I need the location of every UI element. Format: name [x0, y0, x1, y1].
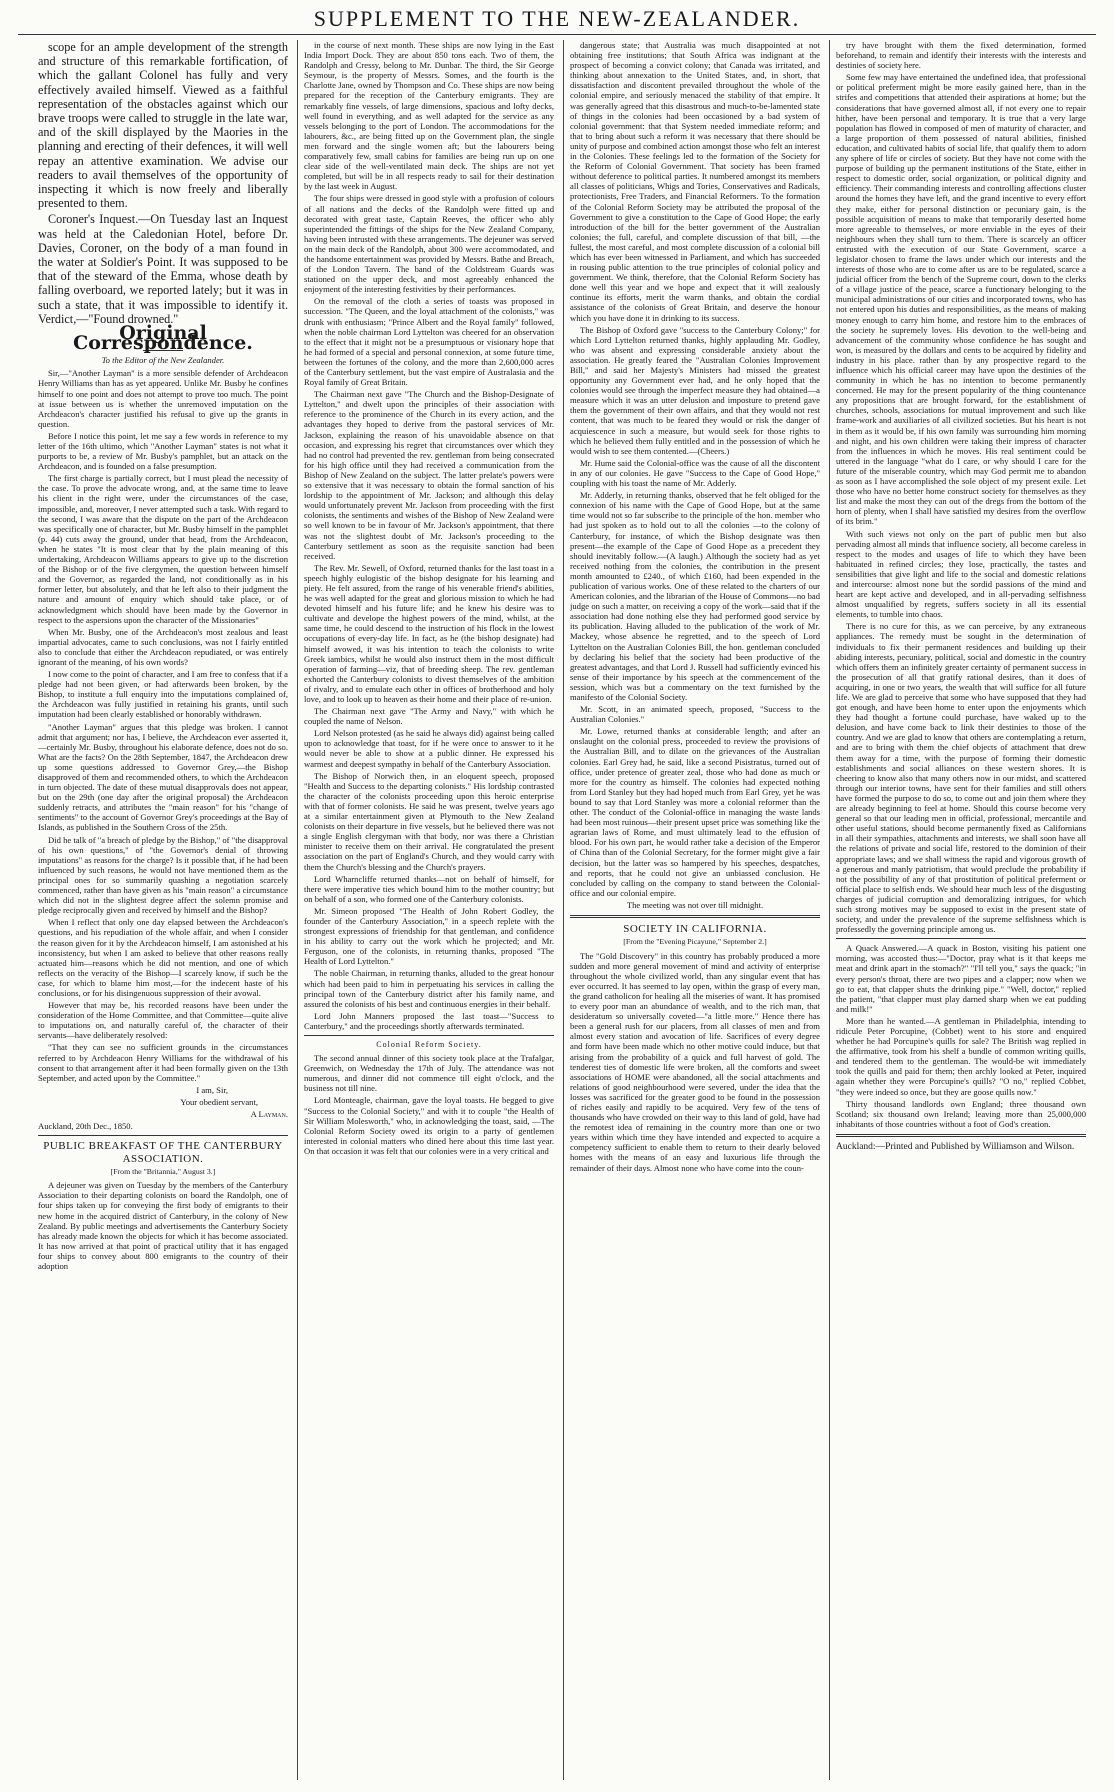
intro-articles	[38, 40, 288, 326]
article-paragraph: On the removal of the cloth a series of toasts was proposed in succession. "The Queen, and the loyal attachment of the colonists," was drunk with enthusiasm; "Prince Albert and the Royal family" followed, when the noble chairman Lord Lyttelton was cheered for an observation to the effect that it might not be a presumptuous or visionary hope that he had formed of a special and personal connexion, at some future time, between the fortunes of the colony, and the more than 2,600,000 acres of the Canterbury settlement, but the vast empire of Australasia and the Royal family of Great Britain.	[304, 296, 554, 388]
letter-paragraph: When Mr. Busby, one of the Archdeacon's most zealous and least impartial advocates, came to such conclusions, was not I fairly entitled also to conclude that either the Archdeacon repudiated, or was entirely ignorant of the meaning, of his own words?	[38, 626, 288, 667]
letter-paragraph: The first charge is partially correct, but I must plead the necessity of the case. To prove the advocate wrong, and, at the same time to leave his client in the right were, under the circumstances of the case, impossible, and, moreover, I never attempted such a task. With regard to the second, I was aware that the dispute on the part of the Archdeacon was specifically one of character, but Mr. Busby himself in the pamphlet (p. 44) cuts away the ground, under that head, from the Archdeacon, when he states "It is most clear that by the plain meaning of this undertaking, Archdeacon Williams appears to give up to the discretion of the Bishop or of the five clergymen, the question between himself and the Governor, as regarded the land, not conditionally as in his former letter, but absolutely, and that he left also to their judgment the nature and amount of enquiry which should take place, or of acknowledgment which should have been made by the Governor in respect to the aspersions upon the character of the Missionaries"	[38, 473, 288, 625]
article-paragraph: Mr. Adderly, in returning thanks, observed that he felt obliged for the connexion of his name with the Cape of Good Hope, but at the same time would not so far subscribe to the principle of the hon. member who had just spoken as to hold out to all the colonies —to the colony of Canterbury, for instance, of which the Bishop designate was then present—the example of the Cape of Good Hope as a precedent they should inevitably follow.—(A laugh.) Although the society had as yet received nothing from the colonies, the contribution in the present month amounted to £240., of which £160, had been expended in the publication of various works. One of these related to the charters of our American colonies, and the librarian of the House of Commons—no bad judge on such a matter, on receiving a copy of the work—said that if the association had done nothing else they had performed good service by its publication. Having alluded to the publication of the work of Mr. Mackey, whose absence he regretted, and to the speech of Lord Lyttelton on the Australian Colonies Bill, the hon. gentleman concluded by declaring his belief that the society had been productive of the greatest advantages, and that Lord J. Russell had sufficiently evinced his sense of their importance by his speech at the commencement of the session, which was but a commentary on the text furnished by the manifesto of the Colonial Society.	[570, 490, 820, 702]
article-paragraph: dangerous state; that Australia was much disappointed at not obtaining free institutions; that South Africa was indignant at the prospect of becoming a convict colony; that Canada was irritated, and thinking about annexation to the United States, and, in short, that dissatisfaction and discontent prevailed throughout the whole of the colonial empire, and seriously menaced the stability of that empire. It was generally agreed that this disastrous and much-to-be-lamented state of things in the colonies had been occasioned by a bad system of colonial government: that that System needed immediate reform; and that to bring about such a reform it was necessary that there should be unity of purpose and combined action amongst those who felt an interest in the Colonies. These feelings led to the formation of the Society for the Reform of Colonial Government. That society has been framed without deference to political parties. It numbered amongst its members all classes of politicians, Whigs and Tories, Conservatives and Radicals, protectionists, Free Traders, and Financial Reformers. To the formation of the Colonial Reform Society may be attributed the proposal of the Government to give a constitution to the Cape of Good Hope; the early introduction of the bill for the better government of the Australian colonies; the full, careful, and complete discussion of that bill, —the fullest, the most careful, and most complete discussion of a colonial bill which has ever been witnessed in Parliament, and which has succeeded in rousing public attention to the true principles of colonial policy and government. We think, therefore, that the Colonial Reform Society has done well this year and we hope and expect that it will zealously continue its efforts, merit the warm thanks, and obtain the cordial assistance of the colonists of Great Britain, and deserve the honour which you have done it in drinking to its success.	[570, 40, 820, 323]
article-paragraph: The four ships were dressed in good style with a profusion of colours of all nations and the decks of the Randolph were fitted up and decorated with great taste, Captain Reeves, the officer who ably superintended the fittings of the ships for the New Zealand Company, having been intrusted with these arrangements. The dejeuner was served on the main deck of the Randolph, about 300 were accommodated, and the handsome entertainment was provided by Messrs. Bathe and Breach, of the London Tavern. The band of the Coldstream Guards was stationed on the upper deck, and most agreeably enhanced the enjoyment of the interesting festivities by their performances.	[304, 193, 554, 295]
article-paragraph: Mr. Hume said the Colonial-office was the cause of all the discontent in any of our colonies. He gave "Success to the Cape of Good Hope," coupling with his toast the name of Mr. Adderly.	[570, 457, 820, 489]
section-heading-original-correspondence: Original Correspondence.	[73, 322, 253, 355]
article-paragraph: Lord Nelson protested (as he said he always did) against being called upon to acknowledge that toast, for if he were once to answer to it he would never be able to show at a public dinner. He expressed his warmest and deepest sympathy in behalf of the Canterbury Association.	[304, 728, 554, 769]
porcupine-anecdote: More than he wanted.—A gentleman in Philadelphia, intending to ridicule Peter Porcupine, (Cobbet) went to his store and enquired whether he had Porcupine's quills for sale? The British wag replied in the affirmative, took from his shelf a bundle of common writing quills, and tendered them to the gentleman. The would-be wit immediately took the quills and paid for them; then archly looked at Peter, inquired again whether they were Porcupine's quills? "O no," replied Cobbet, "they were indeed so once, but they are goose quills now."	[836, 1015, 1086, 1097]
section-rule	[836, 1134, 1086, 1137]
article-paragraph: Mr. Scott, in an animated speech, proposed, "Success to the Australian Colonies."	[570, 704, 820, 725]
section-rule	[304, 1035, 554, 1036]
letter-paragraph: "Another Layman" argues that this pledge was broken. I cannot admit that argument; nor has, I believe, the Archdeacon ever asserted it,—certainly Mr. Busby, throughout his elaborate defence, does not do so. What are the facts? On the 28th September, 1847, the Archdeacon drew up some questions addressed to Governor Grey,—the Bishop disapproved of them and recommended others, to which the Archdeacon in turn objected. The date of these mutual disapprovals does not appear, but on the 29th (one day after the original proposal) the Archdeacon suddenly retracts, and attributes the "main reason" for his "change of sentiments" to the account of Governor Grey's proceedings at the Bay of Islands, as published in the Southern Cross of the 25th.	[38, 721, 288, 833]
article-paragraph: Lord Wharncliffe returned thanks—not on behalf of himself, for there were imperative ties which bound him to the mother country; but on behalf of a son, who formed one of the Canterbury colonists.	[304, 873, 554, 904]
article-paragraph: The noble Chairman, in returning thanks, alluded to the great honour which had been paid to him in perpetuating his services in calling the principal town of the Canterbury district after his family name, and assured the colonists of his best and continuous energies in their behalf.	[304, 968, 554, 1009]
column-1	[38, 40, 288, 1780]
section-rule	[38, 1135, 288, 1136]
article-paragraph: There is no cure for this, as we can perceive, by any extraneous appliances. The remedy must be sought in the determination of individuals to fix their permanent residences and building up their abiding interests, pecuniary, political, social and domestic in the country which offers them an infinitely greater certainty of permanent success in the prosecution of all that gratify rational desires, than it does of acquiring, in one or two years, the wealth that will suffice for all future life. We are glad to perceive that some who have supposed that they had got enough, and have been home to enter upon the enjoyments which they had thought a fortune could purchase, have waked up to the delusion, and have come back to link their destinies to those of the country. And we are glad to know that others are contemplating a return, and are to bring with them the chief objects of attachment that drew them away for a time, with the purpose of forming their domestic establishments and social alliances on these western shores. It is cheering to know also that many others now in our midst, and scattered through our interior towns, have sent for their families and still others have formed the purpose to do so, to come out and join them where they are already beginning to feel at home. Should this course become very general so that our leading men in official, professional, mercantile and other useful stations, should become permanently fixed as Californians in all their sympathies, attachments and interests, we shall soon have all the relations of private and social life, restored to the dominion of their appropriate laws; and we shall witness the rapid and vigorous growth of a generous and manly patriotism, that would preclude the probability if not the possibility of any of that prostitution of political preferment or official place to selfish ends. We should hear much less of the disgusting charges of judicial corruption and demoralizing intrigues, for which such strong motives may be supposed to exist in the present state of society, and under the prevalence of the supreme selfishness which is professedly the governing principle among us.	[836, 621, 1086, 935]
quack-anecdote: A Quack Answered.—A quack in Boston, visiting his patient one morning, was accosted thus:—"Doctor, pray what is it that keeps me meat and drink apart in the stomach?" "I'll tell you," says the quack; "in every person's throat, there are two pipes and a clapper; now when we go to eat, that clapper shuts the drinking pipe." "Well, doctor," replied the patient, "that clapper must play darned sharp when we eat pudding and milk!"	[836, 943, 1086, 1014]
article-paragraph: Mr. Lowe, returned thanks at considerable length; and after an onslaught on the colonial press, proceeded to review the provisions of the Australian Bill, and to dilate on the grievances of the Australian colonies. Earl Grey had, he said, like a second Pisistratus, turned out of office, under pretence of greater zeal, those who had done as much or more for the country as himself. The colonies had expected nothing from Lord Stanley but they had hoped much from Earl Grey, yet he was bound to say that Lord Stanley was more a colonial reformer than the other. The conduct of the Colonial-office in managing the waste lands had been most ruinous—their present upset price was something like the agrarian laws of Rome, and must ultimately lead to the effusion of blood. For his own part, he would rather take a decision of the Emperor of China than of the Colonial Secretary, for the former might give a fair decision, but the latter was so hampered by his speeches, despatches, and reports, that he could not give an unbiassed conclusion. He concluded by calling on the company to stand between the Colonial-office and our colonial empire.	[570, 726, 820, 898]
column-divider	[297, 40, 298, 1780]
letter-paragraph: I now come to the point of character, and I am free to confess that if a pledge had not been given, or had afterwards been broken, by the Bishop, to institute a full enquiry into the imputations complained of, the Archdeacon was fully justified in retaining his grants, until such imputation had been clearly established or honorably withdrawn.	[38, 669, 288, 720]
printer-imprint: Auckland:—Printed and Published by Williamson and Wilson.	[836, 1141, 1075, 1152]
letter-paragraph: When I reflect that only one day elapsed between the Archdeacon's questions, and his repudiation of the whole affair, and when I consider the reason given for it by the Archdeacon himself, I am astonished at his inconsistency, but when I am asked to believe that other reasons really actuated him—reasons which he did not mention, and one of which reflects on the veracity of the Bishop—I scarcely know, if such be the case, for which to blame him most,—for the indecent haste of his conclusions, or for his disingenuous suppression of their avowal.	[38, 917, 288, 998]
article-paragraph: The meeting was not over till midnight.	[626, 899, 764, 910]
article-paragraph: The Chairman next gave "The Church and the Bishop-Designate of Lyttelton," and dwelt upon the principles of their association with reference to the prominence of the Church in its every action, and the advantages they hoped to derive from the pastoral services of Mr. Jackson, explaining the reason of his unavoidable absence on that occasion, and expressing his regret that circumstances over which they had no control had prevented the rev. gentleman from being consecrated for his high office until they had received a communication from the Bishop of New Zealand on the subject. The latter prelate's powers were so extensive that it was necessary to obtain the formal sanction of his lordship to the appointment of Mr. Jackson; and although this delay would unfortunately prevent Mr. Jackson from proceeding with the first colonists, the sentiments and wishes of the Bishop of New Zealand were so well known to be in favour of Mr. Jackson's appointment, that there was not the slightest doubt of Mr. Jackson's proceeding to the Canterbury settlement as soon as the requisite sanction had been received.	[304, 389, 554, 561]
article-paragraph: scope for an ample development of the strength and structure of this remarkable fortification, of which the gallant Colonel has fully and very effectively availed himself. Viewed as a faithful representation of the obstacles against which our brave troops were called to struggle in the late war, and of the skill displayed by the Maories in the planning and erecting of their defences, it will well repay an attentive examination. We advise our readers to avail themselves of the opportunity of inspecting it which is now freely and liberally presented to them.	[38, 40, 288, 211]
column-3	[570, 40, 820, 1780]
article-paragraph: The Chairman next gave "The Army and Navy," with which he coupled the name of Nelson.	[304, 706, 554, 727]
letter-closing: I am, Sir,	[196, 1084, 228, 1095]
coroner-inquest-paragraph: Coroner's Inquest.—On Tuesday last an Inquest was held at the Caledonian Hotel, before Dr. Davies, Coroner, on the body of a man found in the water at Soldier's Point. It was supposed to be that of the steward of the Emma, whose death by falling overboard, we reported lately; but it was in such a state, that it was impossible to identify it. Verdict,—"Found drowned."	[38, 212, 288, 326]
breakfast-source: [From the "Britannia," August 3.]	[110, 1167, 216, 1177]
article-paragraph: Some few may have entertained the undefined idea, that professional or political preferment might be more easily gained here, than in the strifes and competitions that attended their aspirations at home; but the considerations that have governed almost all, if not every one to repair hither, have been personal and temporary. It is true that a very large population has flowed in composed of men of maturity of character, and a large proportion of them possessed of natural abilities, finished education, and cultivated habits of social life, that qualify them to adorn any sphere of life or circles of society. But they have not come with the purpose of building up the permanent institutions of the State, either in respect to domestic order, social organization, or political dignity and efficiency. Their commanding interests and controlling affections cluster around the homes they have left, and the grand incentive to every effort they make, either for personal distinction or pecuniary gain, is the possible acquisition of means to make that temporarily deserted home more agreeable to themselves, or more enviable in the eyes of their neighbours when they shall turn to them. There is scarcely an officer entrusted with the execution of our State Government, scarce a legislator chosen to frame the laws under which our interests and the interests of those who are to come after us are to be regulated, scarce a judicial officer from the bench of the Supreme court, down to the clerks of a village justice of the peace, scarce a functionary belonging to the municipal administrations of our cities and incorporated towns, who has not entered upon his duties and responsibilities, as the means of making money enough to carry him home, and restore him to the embraces of the society he supremely loves. His devotion to the well-being and advancement of the community whose confidence he has sought and won, is measured by the dollars and cents to be acquired by fidelity and industry in his place. rather than by any prospective regard to the influence which his official career may have upon the destinies of the community in which he has no intention to become permanently concerned. He may for the present popularity of the thing countenance any propositions that are brought forward, for the establishment of churches, schools, associations for mutual improvement and such like frame-work and auxiliaries of all civilized societies. But his heart is not in them as it would be, if his own family was surrounding him morning and night, and his own children were taking their impress of character from the influences in which he moves. His real sentiment could be uttered in the language "what do I care, or why should I care for the future of the miserable country, which may God permit me to abandon as soon as I have accomplished the sole object of my present exile. Let those who have no better home construct society for themselves as they list and make the most they can out of the dregs from the bottom of the horn of plenty, when I shall have satisfied my desires from the overflow of its brim."	[836, 72, 1086, 527]
breakfast-paragraph: A dejeuner was given on Tuesday by the members of the Canterbury Association to their departing colonists on board the Randolph, one of four ships taken up for conveying the first body of emigrants to their new home in the acquired district of Canterbury, in the colony of New Zealand. By public meetings and advertisements the Canterbury Society has already made known the objects for which it has become associated. It has now arrived at that point of practical utility that it has engaged four ships to convey about 800 emigrants to the country of their adoption	[38, 1180, 288, 1272]
article-paragraph: The "Gold Discovery" in this country has probably produced a more sudden and more general movement of mind and activity of enterprise throughout the whole civilized world, than any singular event that has ever occurred. It has seemed to lay open, within the grasp of every man, the grand catholicon for healing all the miseries of want. It has promised to every poor man an abundance of wealth, and to the rich man, that desideratum so universally coveted—"a little more." Hence there has been a general rush for our placers, from all classes of men and from almost every station and avocation of life. Sacrifices of every degree and form have been made which no other motive could induce, but that arising from the probability of a quick and full harvest of gold. The tenderest ties of domestic life were broken, all the comforts and sweet associations of HOME were abandoned, all the social attachments and relations of good neighbourhood were severed, under the idea that the losses was sacrificed for the greater good to be found in the possession of riches easily and rapidly to be acquired. Very few of the tens of thousands who have crowded on their way to this land of gold, have had the remotest idea of remaining in the country more than one or two years within which time they have intended and expected to acquire a competency sufficient to enable them to return to their dearly beloved homes with the means of an easy and luxurious life through the remainder of their days. Almost none who have come into the coun-	[570, 950, 820, 1173]
masthead-title: SUPPLEMENT TO THE NEW-ZEALANDER.	[313, 6, 801, 31]
column-divider	[829, 40, 830, 1780]
letter-place-date: Auckland, 20th Dec., 1850.	[38, 1121, 133, 1132]
article-paragraph: With such views not only on the part of public men but also pervading almost all minds that influence society, all become careless in respect to the modes and usages of life to which they have been habituated in refined circles; they lose, practically, the tastes and sensibilities that give light and life to the social and domestic relations and intercourse: almost none but the sordid passions of the mind and heart are kept active and developed, and in all-pervading selfishness almost unqualified by regrets, suffers society in all its essential elements, to tumble into chaos.	[836, 528, 1086, 620]
letter-signature: A Layman.	[250, 1109, 288, 1119]
letter-body	[38, 368, 288, 1082]
letter-salutation: To the Editor of the New Zealander.	[101, 355, 225, 366]
section-rule	[836, 938, 1086, 939]
letter-paragraph: "That they can see no sufficient grounds in the circumstances referred to by Archdeacon Henry Williams for the withdrawal of his consent to that arrangement after it had been formally given on the 13th September, and acted upon by the Committee."	[38, 1042, 288, 1083]
letter-closing-2: Your obedient servant,	[180, 1096, 258, 1107]
column-4	[836, 40, 1086, 1780]
article-paragraph: try have brought with them the fixed determination, formed beforehand, to remain and identify their interests with the interests and destinies of society here.	[836, 40, 1086, 71]
article-paragraph: The second annual dinner of this society took place at the Trafalgar, Greenwich, on Wednesday the 17th of July. The attendance was not numerous, and dinner did not commence till eight o'clock, and the business not till nine.	[304, 1053, 554, 1094]
letter-paragraph: Sir,—"Another Layman" is a more sensible defender of Archdeacon Henry Williams than has as yet appeared. Unlike Mr. Busby he confines himself to one point and does not attempt to prove too much. The point at issue between us is whether the unremoved imputation on the Archdeacon's character justified his refusal to give up the grants in question.	[38, 368, 288, 429]
letter-paragraph: Did he talk of "a breach of pledge by the Bishop," of "the disapproval of his own questions," of "the Governor's denial of throwing imputations" as reasons for the charge? Is it possible that, if he had been influenced by such reasons, he would not have mentioned them as the principal ones for so summarily quashing a negotiation scarcely commenced, rather than have given as his "main reason" a circumstance which did not in the slightest degree affect the solemn promise and pledge reciprocally given and received by himself and the Bishop?	[38, 834, 288, 916]
colonial-reform-heading: Colonial Reform Society.	[376, 1040, 482, 1049]
column-2	[304, 40, 554, 1780]
california-source: [From the "Evening Picayune," September 2.]	[623, 937, 767, 947]
article-paragraph: The Rev. Mr. Sewell, of Oxford, returned thanks for the last toast in a speech highly eulogistic of the bishop designate for his learning and piety. He felt assured, from the range of his venerable friend's abilities, he was well adapted for the great and glorious mission to which he had devoted himself and his future life; and he knew his desire was to cultivate and develope the highest powers of the mind, whilst, at the same time, he could descend to the instruction of his flock in the lowest occupations of every-day life. In fact, as he (the bishop designate) had himself avowed, it was his intention to teach the colonists to write Greek iambics, whilst he would also instruct them in the most difficult operation of farming—viz, that of breeding sheep. The rev. gentleman exhorted the Canterbury colonists to divest themselves of the ambition of rivalry, and to emulate each other in offices of brotherhood and holy love, and to look up to heaven as their home and their place of re-union.	[304, 562, 554, 704]
letter-paragraph: Before I notice this point, let me say a few words in reference to my letter of the 16th ultimo, which "Another Layman" states is not what it purports to be, a review of Mr. Busby's pamphlet, but an attack on the Archdeacon, and is founded on a false presumption.	[38, 430, 288, 472]
article-paragraph: The Bishop of Oxford gave "success to the Canterbury Colony;" for which Lord Lyttelton returned thanks, highly applauding Mr. Godley, who was absent and expressing considerable anxiety about the association. He greatly feared the "Australian Colonies Improvement Bill," and said her Majesty's Ministers had missed the greatest opportunity any Government ever had, and he only hoped that the colonies would see through the imperfect measure they had obtained—a measure which it was an utter delusion and imposture to pretend gave them the government of their own affairs, and that they would not rest content, that was much to be feared they would or risk the danger of acquiescence in such a measure, but would seek for those rights to which he believed them fully entitled and in the possession of which he would wish to see them contented.—(Cheers.)	[570, 324, 820, 456]
letter-paragraph: However that may be, his recorded reasons have been under the consideration of the Home Committee, and that Committee—quite alive to imputations on, and naturally careful of, the character of their servants—have deliberately resolved:	[38, 1000, 288, 1041]
article-paragraph: Mr. Simeon proposed "The Health of John Robert Godley, the founder of the Canterbury Association," in a speech replete with the strongest expressions of friendship for that gentleman, and confidence in his ability to carry out the work which he projected; and Mr. Ferguson, one of the colonists, in returning thanks, proposed "The Health of Lord Lyttelton."	[304, 905, 554, 967]
landlords-note: Thirty thousand landlords own England; three thousand own Scotland; six thousand own Ireland; leaving more than 25,000,000 inhabitants of those countries without a foot of God's creation.	[836, 1098, 1086, 1129]
article-paragraph: Lord John Manners proposed the last toast—"Success to Canterbury," and the proceedings shortly afterwards terminated.	[304, 1010, 554, 1031]
column-divider	[563, 40, 564, 1780]
section-rule	[570, 915, 820, 918]
masthead-rule	[18, 34, 1096, 35]
breakfast-heading: PUBLIC BREAKFAST OF THE CANTERBURY ASSOCIATION.	[43, 1140, 283, 1165]
article-paragraph: in the course of next month. These ships are now lying in the East India Import Dock. They are about 850 tons each. Two of them, the Randolph and Cressy, belong to Mr. Dunbar. The third, the Sir George Seymour, is the property of Messrs. Somes, and the fourth is the Charlotte Jane, owned by Thompson and Co. These ships are now being prepared for the reception of the Canterbury emigrants. They are remarkably fine vessels, of large dimensions, spacious and lofty decks, well found in everything, and as well adapted for the service as any vessels belonging to the port of London. The accommodations for the labourers, &c., are being fitted up on the Government plan, the single men forward and the single women aft; but the labourers being comparatively few, small cabins for families are being run up on one clear side of the well-ventilated main deck. The ships are not yet completed, but will be in all respects ready to sail for their destination by the last week in August.	[304, 40, 554, 192]
article-paragraph: Lord Monteagle, chairman, gave the loyal toasts. He begged to give "Success to the Colonial Society," and with it to couple "the Health of Sir William Molesworth," who, in acknowledging the toast, said, —The Colonial Reform Society owed its origin to a party of gentlemen interested in colonial matters who dined here about this time last year. On that occasion it was felt that our colonies were in a very critical and	[304, 1095, 554, 1156]
california-heading: SOCIETY IN CALIFORNIA.	[623, 922, 767, 935]
article-paragraph: The Bishop of Norwich then, in an eloquent speech, proposed "Health and Success to the departing colonists." His lordship contrasted the character of the colonists proceeding upon this heroic enterprise with that of former colonists. He said he was present, twelve years ago at a similar entertainment given at Plymouth to the New Zealand colonists on their departure in five vessels, but he believed there was not a single English clergyman with that body, nor was there a Christian minister to receive them on their arrival. He congratulated the present association on the part of England's Church, and they would carry with them the Church's blessing and the Church's prayers.	[304, 770, 554, 872]
